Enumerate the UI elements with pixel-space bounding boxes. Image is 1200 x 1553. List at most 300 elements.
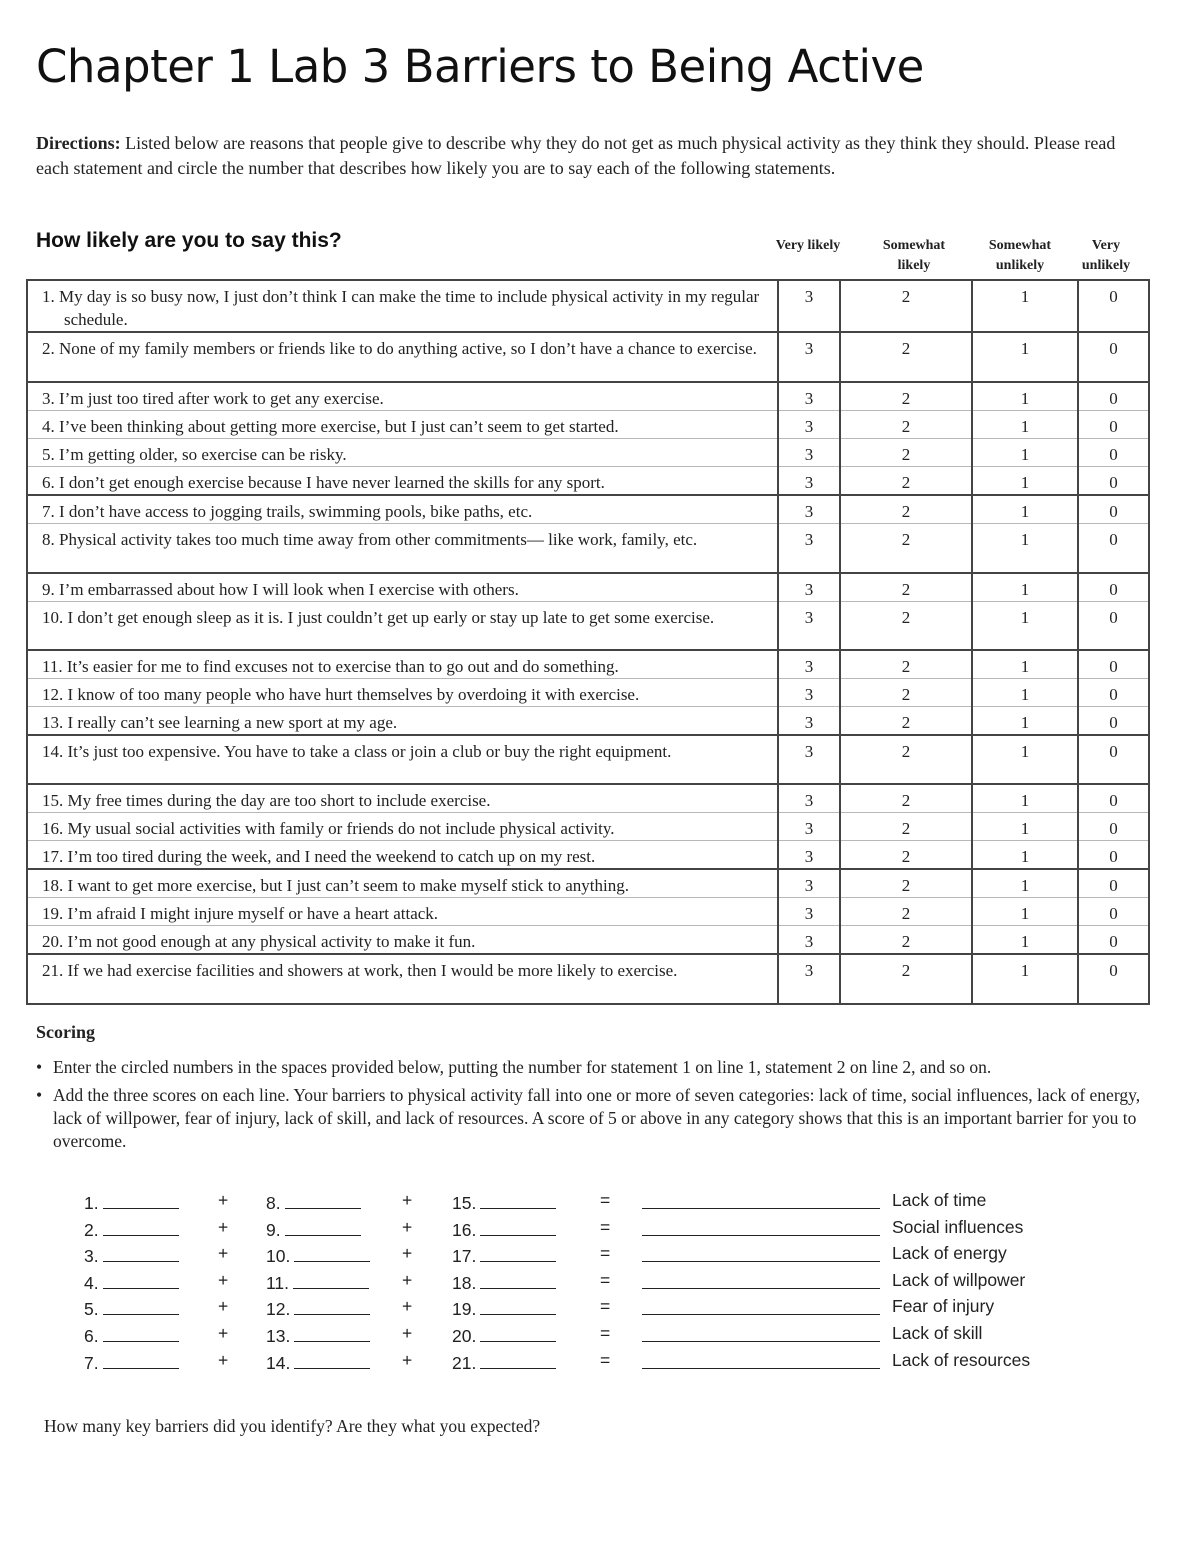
directions-label: Directions: — [36, 133, 121, 153]
score-option-somewhat-unlikely[interactable]: 1 — [972, 898, 1078, 926]
plus-sign-text: + — [402, 1296, 413, 1317]
score-option-somewhat-unlikely[interactable]: 1 — [972, 954, 1078, 1004]
plus-sign-text: + — [218, 1323, 229, 1343]
score-line-number-text: 14. — [266, 1352, 291, 1373]
score-option-somewhat-likely[interactable]: 2 — [840, 411, 972, 439]
column-header-very-likely: Very likely — [775, 238, 841, 253]
plus-sign-text: + — [402, 1349, 413, 1370]
column-header-somewhat-likely: Somewhat likely — [882, 238, 946, 273]
score-blank[interactable] — [294, 1350, 370, 1369]
score-blank[interactable] — [103, 1350, 179, 1369]
score-option-somewhat-likely[interactable]: 2 — [840, 841, 972, 870]
score-line — [0, 1323, 1200, 1350]
score-line — [0, 1217, 1200, 1244]
score-option-very-unlikely[interactable]: 0 — [1078, 280, 1149, 332]
score-option-somewhat-unlikely[interactable]: 1 — [972, 650, 1078, 679]
score-option-somewhat-likely[interactable]: 2 — [840, 467, 972, 496]
score-option-somewhat-unlikely[interactable]: 1 — [972, 439, 1078, 467]
survey-row — [27, 573, 1149, 602]
total-blank[interactable] — [642, 1190, 880, 1214]
score-line-number-text: 5. — [84, 1299, 99, 1320]
score-option-somewhat-unlikely[interactable]: 1 — [972, 784, 1078, 813]
score-line-number — [452, 1270, 556, 1294]
total-blank-line[interactable] — [642, 1217, 880, 1236]
survey-row — [27, 707, 1149, 736]
category-label — [892, 1350, 1030, 1371]
score-option-somewhat-unlikely[interactable]: 1 — [972, 841, 1078, 870]
score-option-very-unlikely[interactable]: 0 — [1078, 784, 1149, 813]
total-blank[interactable] — [642, 1323, 880, 1347]
score-option-very-unlikely[interactable]: 0 — [1078, 813, 1149, 841]
score-line-number-text: 18. — [452, 1272, 477, 1293]
score-option-very-likely[interactable]: 3 — [778, 524, 840, 573]
score-line-number-text: 19. — [452, 1299, 477, 1320]
score-option-somewhat-unlikely[interactable]: 1 — [972, 495, 1078, 524]
total-blank-line[interactable] — [642, 1190, 880, 1209]
score-line-number — [266, 1243, 370, 1267]
score-option-very-unlikely[interactable]: 0 — [1078, 679, 1149, 707]
statement-text: 6. I don’t get enough exercise because I have never learned the skills for any sport. — [42, 473, 605, 492]
score-line-number-text: 7. — [84, 1352, 99, 1373]
plus-sign — [402, 1243, 412, 1264]
plus-sign — [402, 1323, 412, 1344]
category-label-text: Lack of skill — [892, 1323, 983, 1343]
score-line-number — [84, 1323, 179, 1347]
score-option-very-likely[interactable]: 3 — [778, 382, 840, 411]
score-line-number-text: 6. — [84, 1326, 99, 1346]
score-line-number-text: 16. — [452, 1219, 477, 1240]
score-option-very-likely[interactable]: 3 — [778, 735, 840, 784]
score-line-number-text: 20. — [452, 1326, 477, 1346]
statement-cell — [27, 332, 778, 382]
survey-row — [27, 898, 1149, 926]
plus-sign-text: + — [402, 1216, 413, 1237]
score-option-very-unlikely[interactable]: 0 — [1078, 495, 1149, 524]
score-option-somewhat-likely[interactable]: 2 — [840, 650, 972, 679]
score-option-somewhat-unlikely[interactable]: 1 — [972, 280, 1078, 332]
survey-row — [27, 679, 1149, 707]
score-option-somewhat-unlikely[interactable]: 1 — [972, 707, 1078, 736]
total-blank[interactable] — [642, 1217, 880, 1241]
plus-sign — [218, 1296, 228, 1317]
survey-row — [27, 841, 1149, 870]
statement-text: 1. My day is so busy now, I just don’t think I can make the time to include physical activity in my regular schedule. — [42, 287, 760, 329]
score-blank[interactable] — [103, 1296, 179, 1315]
score-blank[interactable] — [285, 1190, 361, 1209]
score-option-very-likely[interactable]: 3 — [778, 784, 840, 813]
score-option-somewhat-unlikely[interactable]: 1 — [972, 524, 1078, 573]
survey-row — [27, 439, 1149, 467]
score-line-number-text: 1. — [84, 1193, 99, 1213]
total-blank[interactable] — [642, 1350, 880, 1374]
plus-sign — [402, 1190, 412, 1211]
statement-cell — [27, 467, 778, 496]
statement-text: 5. I’m getting older, so exercise can be risky. — [42, 445, 347, 464]
score-option-very-likely[interactable]: 3 — [778, 601, 840, 650]
statement-cell — [27, 573, 778, 602]
equals-sign — [600, 1350, 610, 1371]
statement-cell — [27, 495, 778, 524]
statement-cell — [27, 524, 778, 573]
plus-sign-text: + — [218, 1243, 229, 1264]
survey-row — [27, 954, 1149, 1004]
score-option-somewhat-likely[interactable]: 2 — [840, 573, 972, 602]
score-option-very-likely[interactable]: 3 — [778, 650, 840, 679]
plus-sign — [402, 1217, 412, 1238]
category-label-text: Lack of willpower — [892, 1269, 1026, 1290]
plus-sign-text: + — [218, 1216, 229, 1237]
survey-row — [27, 382, 1149, 411]
survey-table — [26, 279, 1150, 1005]
total-blank[interactable] — [642, 1243, 880, 1267]
score-blank[interactable] — [480, 1190, 556, 1209]
equals-sign-text: = — [600, 1323, 611, 1343]
score-line-number — [266, 1217, 361, 1241]
score-line-number — [452, 1190, 556, 1214]
plus-sign-text: + — [402, 1269, 413, 1290]
category-label-text: Social influences — [892, 1216, 1024, 1237]
score-option-somewhat-unlikely[interactable]: 1 — [972, 332, 1078, 382]
survey-header: How likely are you to say this? — [36, 229, 342, 252]
score-line-number — [266, 1270, 369, 1294]
score-option-very-likely[interactable]: 3 — [778, 707, 840, 736]
score-option-very-unlikely[interactable]: 0 — [1078, 841, 1149, 870]
category-label-text: Lack of time — [892, 1190, 987, 1210]
statement-cell — [27, 954, 778, 1004]
statement-cell — [27, 280, 778, 332]
score-option-somewhat-likely[interactable]: 2 — [840, 735, 972, 784]
score-option-somewhat-unlikely[interactable]: 1 — [972, 467, 1078, 496]
equals-sign-text: = — [600, 1296, 611, 1317]
score-blank[interactable] — [103, 1270, 179, 1289]
statement-text: 10. I don’t get enough sleep as it is. I just couldn’t get up early or stay up late to get some exercise. — [42, 607, 715, 627]
plus-sign — [218, 1270, 228, 1291]
category-label — [892, 1217, 1023, 1238]
plus-sign — [218, 1350, 228, 1371]
score-option-very-unlikely[interactable]: 0 — [1078, 898, 1149, 926]
category-label — [892, 1270, 1025, 1291]
score-line — [0, 1296, 1200, 1323]
category-label — [892, 1243, 1007, 1264]
score-line-number — [452, 1350, 556, 1374]
statement-text: 8. Physical activity takes too much time away from other commitments— like work, family, etc. — [42, 530, 698, 549]
score-option-somewhat-likely[interactable]: 2 — [840, 524, 972, 573]
survey-row — [27, 411, 1149, 439]
statement-cell — [27, 411, 778, 439]
score-option-somewhat-likely[interactable]: 2 — [840, 813, 972, 841]
score-line-number — [452, 1296, 556, 1320]
score-option-somewhat-likely[interactable]: 2 — [840, 601, 972, 650]
survey-row — [27, 524, 1149, 573]
plus-sign — [218, 1243, 228, 1264]
score-line-number-text: 8. — [266, 1193, 281, 1213]
score-option-very-unlikely[interactable]: 0 — [1078, 707, 1149, 736]
survey-row — [27, 601, 1149, 650]
plus-sign-text: + — [402, 1190, 413, 1210]
score-option-very-unlikely[interactable]: 0 — [1078, 573, 1149, 602]
score-option-somewhat-unlikely[interactable]: 1 — [972, 382, 1078, 411]
statement-text: 13. I really can’t see learning a new sport at my age. — [42, 713, 398, 732]
equals-sign — [600, 1323, 610, 1344]
total-blank-line[interactable] — [642, 1323, 880, 1342]
plus-sign — [402, 1296, 412, 1317]
score-line-number — [452, 1243, 556, 1267]
score-option-very-unlikely[interactable]: 0 — [1078, 439, 1149, 467]
statement-text: 20. I’m not good enough at any physical activity to make it fun. — [42, 932, 476, 951]
score-line-number-text: 10. — [266, 1246, 291, 1267]
statement-text: 15. My free times during the day are too short to include exercise. — [42, 791, 491, 810]
score-option-very-unlikely[interactable]: 0 — [1078, 467, 1149, 496]
score-option-somewhat-likely[interactable]: 2 — [840, 869, 972, 898]
score-option-very-likely[interactable]: 3 — [778, 439, 840, 467]
category-label — [892, 1296, 994, 1317]
equals-sign-text: = — [600, 1243, 611, 1264]
score-blank[interactable] — [480, 1296, 556, 1315]
statement-cell — [27, 898, 778, 926]
equals-sign-text: = — [600, 1349, 611, 1370]
score-line-number — [266, 1296, 370, 1320]
score-line-number — [84, 1296, 179, 1320]
score-line-number-text: 3. — [84, 1246, 99, 1267]
score-blank[interactable] — [480, 1323, 556, 1342]
total-blank[interactable] — [642, 1270, 880, 1294]
equals-sign — [600, 1190, 610, 1211]
survey-row — [27, 784, 1149, 813]
directions-text: Listed below are reasons that people give to describe why they do not get as much physical activity as they think they should. Please read each statement and circle the number that describes how likely you are to say each of the following statements. — [36, 133, 1116, 178]
total-blank-line[interactable] — [642, 1243, 880, 1262]
equals-sign-text: = — [600, 1216, 611, 1237]
equals-sign — [600, 1217, 610, 1238]
scoring-bullet-1 — [36, 1056, 1156, 1079]
statement-text: 3. I’m just too tired after work to get any exercise. — [42, 389, 384, 408]
equals-sign-text: = — [600, 1269, 611, 1290]
total-blank-line[interactable] — [642, 1270, 880, 1289]
score-option-very-likely[interactable]: 3 — [778, 411, 840, 439]
statement-cell — [27, 707, 778, 736]
statement-text: 2. None of my family members or friends like to do anything active, so I don’t have a chance to exercise. — [42, 339, 757, 358]
score-option-somewhat-likely[interactable]: 2 — [840, 898, 972, 926]
survey-row — [27, 332, 1149, 382]
score-option-very-likely[interactable]: 3 — [778, 332, 840, 382]
score-option-very-unlikely[interactable]: 0 — [1078, 411, 1149, 439]
score-line-number-text: 11. — [266, 1272, 290, 1293]
statement-text: 16. My usual social activities with family or friends do not include physical activity. — [42, 819, 615, 838]
equals-sign — [600, 1296, 610, 1317]
statement-cell — [27, 439, 778, 467]
statement-text: 12. I know of too many people who have hurt themselves by overdoing it with exercise. — [42, 685, 640, 704]
score-blank[interactable] — [294, 1296, 370, 1315]
plus-sign-text: + — [218, 1296, 229, 1317]
statement-cell — [27, 601, 778, 650]
score-option-very-unlikely[interactable]: 0 — [1078, 524, 1149, 573]
page-title: Chapter 1 Lab 3 Barriers to Being Active — [36, 40, 924, 93]
score-blank[interactable] — [103, 1217, 179, 1236]
score-option-somewhat-likely[interactable]: 2 — [840, 954, 972, 1004]
score-option-somewhat-likely[interactable]: 2 — [840, 439, 972, 467]
statement-cell — [27, 382, 778, 411]
score-line-number-text: 15. — [452, 1193, 477, 1213]
score-option-very-unlikely[interactable]: 0 — [1078, 869, 1149, 898]
column-header-very-unlikely: Very unlikely — [1081, 238, 1131, 273]
statement-text: 21. If we had exercise facilities and showers at work, then I would be more likely to exercise. — [42, 961, 678, 980]
score-option-very-likely[interactable]: 3 — [778, 841, 840, 870]
column-header-somewhat-unlikely: Somewhat unlikely — [988, 238, 1052, 273]
score-option-somewhat-unlikely[interactable]: 1 — [972, 601, 1078, 650]
score-blank[interactable] — [103, 1190, 179, 1209]
score-option-somewhat-likely[interactable]: 2 — [840, 707, 972, 736]
score-option-somewhat-unlikely[interactable]: 1 — [972, 869, 1078, 898]
score-option-very-likely[interactable]: 3 — [778, 280, 840, 332]
survey-row — [27, 735, 1149, 784]
score-option-somewhat-likely[interactable]: 2 — [840, 679, 972, 707]
score-line-number — [84, 1243, 179, 1267]
statement-text: 11. It’s easier for me to find excuses not to exercise than to go out and do something. — [42, 657, 619, 676]
category-label-text: Lack of resources — [892, 1349, 1031, 1370]
score-line-number-text: 21. — [452, 1352, 477, 1373]
bullet-dot: • — [36, 1057, 43, 1077]
score-line-number — [266, 1190, 361, 1214]
score-line — [0, 1270, 1200, 1297]
plus-sign-text: + — [218, 1269, 229, 1290]
survey-row — [27, 495, 1149, 524]
statement-text: 19. I’m afraid I might injure myself or have a heart attack. — [42, 904, 439, 923]
score-option-somewhat-likely[interactable]: 2 — [840, 332, 972, 382]
score-line-number — [452, 1217, 556, 1241]
score-line-number — [84, 1270, 179, 1294]
survey-row — [27, 813, 1149, 841]
score-line-number-text: 2. — [84, 1219, 99, 1240]
plus-sign-text: + — [218, 1190, 229, 1210]
statement-text: 14. It’s just too expensive. You have to take a class or join a club or buy the right equipment. — [42, 742, 672, 761]
directions — [36, 131, 1136, 181]
statement-cell — [27, 784, 778, 813]
score-option-somewhat-unlikely[interactable]: 1 — [972, 573, 1078, 602]
equals-sign-text: = — [600, 1190, 611, 1210]
statement-cell — [27, 735, 778, 784]
statement-text: 18. I want to get more exercise, but I just can’t seem to make myself stick to anything. — [42, 876, 629, 895]
statement-cell — [27, 926, 778, 955]
score-line — [0, 1243, 1200, 1270]
equals-sign — [600, 1243, 610, 1264]
score-option-somewhat-likely[interactable]: 2 — [840, 495, 972, 524]
score-line — [0, 1350, 1200, 1377]
score-line — [0, 1190, 1200, 1217]
total-blank-line[interactable] — [642, 1296, 880, 1315]
plus-sign — [218, 1217, 228, 1238]
statement-cell — [27, 679, 778, 707]
score-option-very-likely[interactable]: 3 — [778, 813, 840, 841]
score-line-number-text: 13. — [266, 1326, 291, 1346]
score-option-very-likely[interactable]: 3 — [778, 954, 840, 1004]
statement-cell — [27, 813, 778, 841]
statement-text: 4. I’ve been thinking about getting more exercise, but I just can’t seem to get started. — [42, 417, 619, 436]
category-label — [892, 1323, 982, 1344]
score-option-somewhat-unlikely[interactable]: 1 — [972, 926, 1078, 955]
score-option-very-likely[interactable]: 3 — [778, 869, 840, 898]
survey-row — [27, 467, 1149, 496]
score-line-number — [84, 1217, 179, 1241]
category-label-text: Lack of energy — [892, 1243, 1007, 1264]
statement-text: 9. I’m embarrassed about how I will look when I exercise with others. — [42, 579, 519, 599]
plus-sign-text: + — [402, 1323, 413, 1343]
score-blank[interactable] — [480, 1350, 556, 1369]
score-blank[interactable] — [294, 1323, 370, 1342]
score-option-somewhat-likely[interactable]: 2 — [840, 280, 972, 332]
plus-sign-text: + — [218, 1349, 229, 1370]
total-blank-line[interactable] — [642, 1350, 880, 1369]
score-option-very-likely[interactable]: 3 — [778, 898, 840, 926]
score-line-number-text: 9. — [266, 1219, 281, 1240]
score-blank[interactable] — [480, 1243, 556, 1262]
total-blank[interactable] — [642, 1296, 880, 1320]
plus-sign — [402, 1350, 412, 1371]
score-blank[interactable] — [480, 1270, 556, 1289]
bullet-dot: • — [36, 1085, 43, 1105]
score-option-somewhat-likely[interactable]: 2 — [840, 382, 972, 411]
statement-cell — [27, 869, 778, 898]
plus-sign — [218, 1323, 228, 1344]
score-line-number — [266, 1350, 370, 1374]
score-blank[interactable] — [294, 1243, 370, 1262]
scoring-heading: Scoring — [36, 1022, 96, 1042]
survey-row — [27, 869, 1149, 898]
score-blank[interactable] — [285, 1217, 361, 1236]
score-option-very-unlikely[interactable]: 0 — [1078, 650, 1149, 679]
score-blank[interactable] — [103, 1323, 179, 1342]
score-line-number — [84, 1350, 179, 1374]
statement-cell — [27, 841, 778, 870]
statement-cell — [27, 650, 778, 679]
score-option-very-unlikely[interactable]: 0 — [1078, 601, 1149, 650]
survey-row — [27, 926, 1149, 955]
score-line-number — [84, 1190, 179, 1214]
survey-row — [27, 650, 1149, 679]
score-option-somewhat-likely[interactable]: 2 — [840, 926, 972, 955]
score-blank[interactable] — [480, 1217, 556, 1236]
score-option-somewhat-unlikely[interactable]: 1 — [972, 679, 1078, 707]
score-option-very-unlikely[interactable]: 0 — [1078, 735, 1149, 784]
plus-sign-text: + — [402, 1243, 413, 1264]
equals-sign — [600, 1270, 610, 1291]
score-line-number — [452, 1323, 556, 1347]
score-option-somewhat-likely[interactable]: 2 — [840, 784, 972, 813]
score-option-very-unlikely[interactable]: 0 — [1078, 332, 1149, 382]
score-line-number — [266, 1323, 370, 1347]
score-option-very-unlikely[interactable]: 0 — [1078, 954, 1149, 1004]
closing-question: How many key barriers did you identify? Are they what you expected? — [44, 1416, 541, 1436]
score-line-number-text: 17. — [452, 1246, 477, 1267]
score-option-very-likely[interactable]: 3 — [778, 679, 840, 707]
scoring-bullet-2 — [36, 1084, 1156, 1153]
survey-row — [27, 280, 1149, 332]
score-blank[interactable] — [103, 1243, 179, 1262]
score-option-somewhat-unlikely[interactable]: 1 — [972, 813, 1078, 841]
score-option-very-likely[interactable]: 3 — [778, 467, 840, 496]
scoring-bullet-text: Add the three scores on each line. Your barriers to physical activity fall into one or more of seven categories: lack of time, social influences, lack of energy, lack of willpower, fear of injury, lack of skill, and lack of resources. A score of 5 or above in any category shows that this is an important barrier for you to overcome. — [53, 1085, 1141, 1151]
score-option-very-unlikely[interactable]: 0 — [1078, 926, 1149, 955]
plus-sign — [218, 1190, 228, 1211]
category-label — [892, 1190, 986, 1211]
score-option-very-likely[interactable]: 3 — [778, 926, 840, 955]
scoring-bullet-text: Enter the circled numbers in the spaces provided below, putting the number for statement 1 on line 1, statement 2 on line 2, and so on. — [53, 1057, 992, 1077]
score-option-very-likely[interactable]: 3 — [778, 573, 840, 602]
score-option-somewhat-unlikely[interactable]: 1 — [972, 735, 1078, 784]
score-option-very-likely[interactable]: 3 — [778, 495, 840, 524]
score-blank[interactable] — [293, 1270, 369, 1289]
score-option-somewhat-unlikely[interactable]: 1 — [972, 411, 1078, 439]
score-option-very-unlikely[interactable]: 0 — [1078, 382, 1149, 411]
plus-sign — [402, 1270, 412, 1291]
